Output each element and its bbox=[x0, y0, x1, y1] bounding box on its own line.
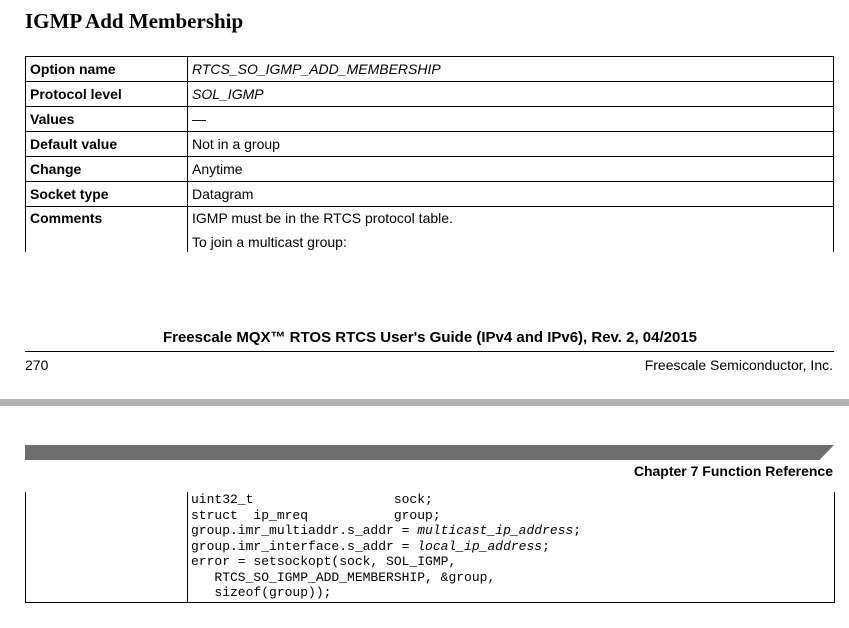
code-table-continuation bbox=[25, 492, 835, 603]
code-line: error = setsockopt(sock, SOL_IGMP, bbox=[191, 554, 457, 569]
protocol-level-value: SOL_IGMP bbox=[188, 82, 834, 107]
option-table bbox=[25, 56, 834, 252]
footer-title: Freescale MQX™ RTOS RTCS User's Guide (IPv4 and IPv6), Rev. 2, 04/2015 bbox=[162, 329, 698, 346]
code-line: group.imr_multiaddr.s_addr = multicast_ip_address; bbox=[191, 523, 582, 538]
comments-line-2: To join a multicast group: bbox=[192, 234, 347, 250]
table-row bbox=[26, 182, 834, 207]
option-name-label: Option name bbox=[26, 57, 188, 82]
chapter-header-bar bbox=[25, 445, 834, 460]
option-name-value: RTCS_SO_IGMP_ADD_MEMBERSHIP bbox=[188, 57, 834, 82]
socket-type-label: Socket type bbox=[26, 182, 188, 207]
code-line: group.imr_interface.s_addr = local_ip_address; bbox=[191, 538, 550, 554]
socket-type-value: Datagram bbox=[188, 182, 834, 207]
code-block bbox=[191, 492, 581, 601]
comments-label: Comments bbox=[26, 207, 188, 253]
protocol-level-label: Protocol level bbox=[26, 82, 188, 107]
default-value-value: Not in a group bbox=[188, 132, 834, 157]
column-divider bbox=[187, 492, 188, 602]
values-value: — bbox=[188, 107, 834, 132]
footer-divider bbox=[25, 351, 834, 352]
code-line: RTCS_SO_IGMP_ADD_MEMBERSHIP, &group, bbox=[191, 569, 496, 585]
company-name: Freescale Semiconductor, Inc. bbox=[644, 357, 833, 373]
table-row bbox=[26, 207, 834, 253]
change-value: Anytime bbox=[188, 157, 834, 182]
page-number: 270 bbox=[25, 357, 49, 373]
comments-value bbox=[188, 207, 834, 253]
code-line: sizeof(group)); bbox=[191, 585, 332, 600]
table-row bbox=[26, 157, 834, 182]
section-heading: IGMP Add Membership bbox=[25, 9, 244, 33]
values-label: Values bbox=[26, 107, 188, 132]
change-label: Change bbox=[26, 157, 188, 182]
table-row bbox=[26, 82, 834, 107]
comments-line-1: IGMP must be in the RTCS protocol table. bbox=[192, 210, 453, 226]
table-row bbox=[26, 57, 834, 82]
table-row bbox=[26, 107, 834, 132]
code-line: struct ip_mreq group; bbox=[191, 507, 441, 523]
default-value-label: Default value bbox=[26, 132, 188, 157]
code-line: uint32_t sock; bbox=[191, 492, 433, 507]
table-row bbox=[26, 132, 834, 157]
chapter-title: Chapter 7 Function Reference bbox=[633, 463, 833, 479]
page-separator bbox=[0, 399, 849, 406]
